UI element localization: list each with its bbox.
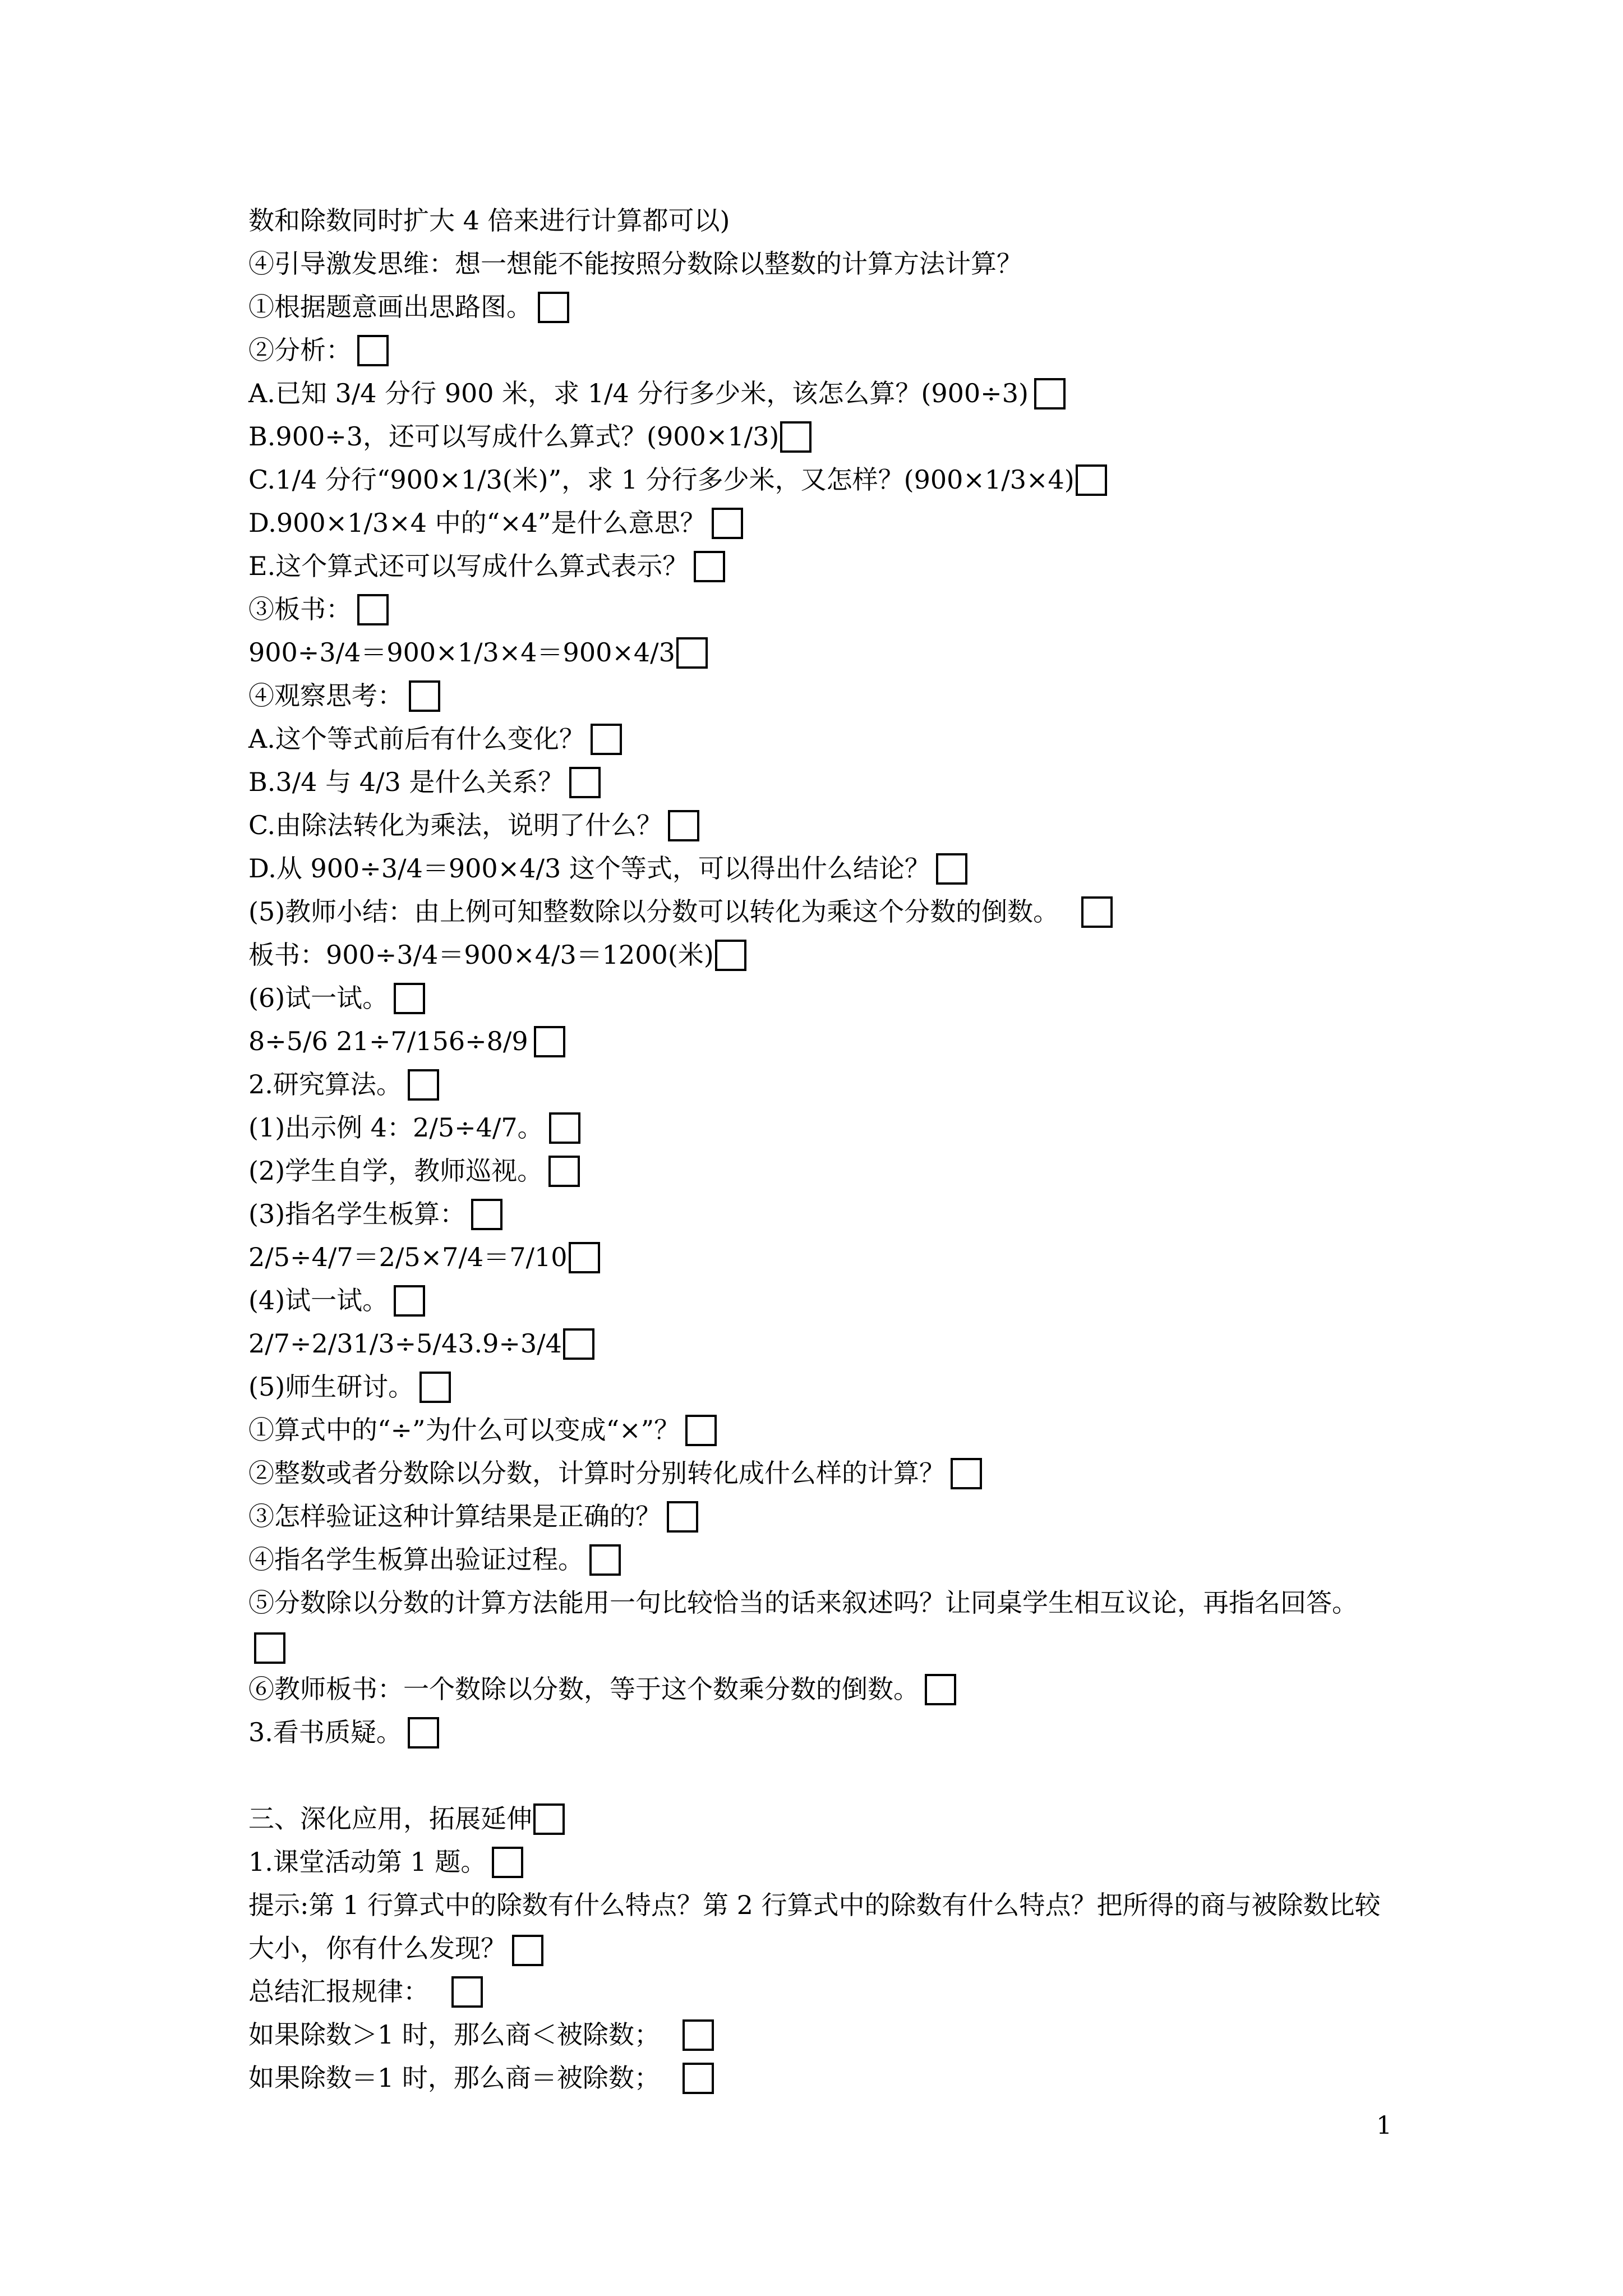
text-line xyxy=(248,2013,1393,2056)
text-line xyxy=(248,1409,1393,1452)
checkbox[interactable] xyxy=(589,1544,621,1576)
line-text: ③板书： xyxy=(248,594,352,624)
text-line xyxy=(248,804,1393,847)
checkbox[interactable] xyxy=(534,1026,565,1057)
line-text: 1.课堂活动第 1 题。 xyxy=(248,1847,487,1877)
checkbox[interactable] xyxy=(394,1285,425,1317)
text-line xyxy=(248,1279,1393,1322)
line-text: ④观察思考： xyxy=(248,680,403,711)
line-text: ⑤分数除以分数的计算方法能用一句比较恰当的话来叙述吗？让同桌学生相互议论，再指名回答。 xyxy=(248,1588,1358,1618)
text-line xyxy=(248,933,1393,977)
text-line xyxy=(248,1106,1393,1149)
line-text: A.已知 3/4 分行 900 米，求 1/4 分行多少米，该怎么算？(900÷3) xyxy=(248,378,1029,408)
line-text: 2.研究算法。 xyxy=(248,1069,402,1099)
text-line xyxy=(248,1193,1393,1236)
text-line xyxy=(248,1452,1393,1495)
text-line xyxy=(248,501,1393,545)
line-text: (6)试一试。 xyxy=(248,983,389,1013)
checkbox[interactable] xyxy=(712,508,743,539)
checkbox[interactable] xyxy=(357,335,389,366)
text-line xyxy=(248,1884,1393,1970)
checkbox[interactable] xyxy=(419,1372,451,1403)
checkbox[interactable] xyxy=(538,292,569,323)
line-text: E.这个算式还可以写成什么算式表示？ xyxy=(248,551,689,581)
text-line xyxy=(248,545,1393,588)
checkbox[interactable] xyxy=(492,1847,523,1878)
line-text: ①根据题意画出思路图。 xyxy=(248,292,532,322)
text-line xyxy=(248,372,1393,415)
line-text: 提示:第 1 行算式中的除数有什么特点？第 2 行算式中的除数有什么特点？把所得的商与被除数比较大小，你有什么发现？ xyxy=(248,1890,1381,1963)
line-text: (2)学生自学，教师巡视。 xyxy=(248,1156,543,1186)
line-text: B.3/4 与 4/3 是什么关系？ xyxy=(248,767,564,797)
line-text: 900÷3/4＝900×1/3×4＝900×4/3 xyxy=(248,637,675,668)
text-line xyxy=(248,674,1393,717)
text-line xyxy=(248,458,1393,501)
page-number: 1 xyxy=(1376,2111,1392,2140)
line-text: ④引导激发思维：想一想能不能按照分数除以整数的计算方法计算？ xyxy=(248,249,1022,279)
line-text: 8÷5/6 21÷7/156÷8/9 xyxy=(248,1026,528,1056)
text-line xyxy=(248,977,1393,1020)
line-text: ③怎样验证这种计算结果是正确的？ xyxy=(248,1501,661,1531)
text-line xyxy=(248,761,1393,804)
spacer xyxy=(248,1754,1393,1797)
checkbox[interactable] xyxy=(409,680,440,712)
text-line xyxy=(248,1581,1393,1668)
line-text: ②分析： xyxy=(248,335,352,365)
line-text: 3.看书质疑。 xyxy=(248,1717,402,1747)
checkbox[interactable] xyxy=(1034,378,1066,409)
text-line xyxy=(248,1149,1393,1193)
checkbox[interactable] xyxy=(357,594,389,625)
line-text: 总结汇报规律： xyxy=(248,1976,429,2007)
checkbox[interactable] xyxy=(591,724,622,755)
checkbox[interactable] xyxy=(715,940,746,971)
line-text: ⑥教师板书：一个数除以分数，等于这个数乘分数的倒数。 xyxy=(248,1674,919,1704)
checkbox[interactable] xyxy=(569,1242,600,1273)
line-text: (5)师生研讨。 xyxy=(248,1372,414,1402)
text-line xyxy=(248,199,1393,242)
checkbox[interactable] xyxy=(512,1935,543,1966)
checkbox[interactable] xyxy=(668,810,699,841)
text-line xyxy=(248,329,1393,372)
checkbox[interactable] xyxy=(667,1501,698,1533)
text-line xyxy=(248,242,1393,286)
line-text: (3)指名学生板算： xyxy=(248,1199,466,1229)
text-line xyxy=(248,631,1393,674)
line-text: ①算式中的“÷”为什么可以变成“×”？ xyxy=(248,1415,680,1445)
line-text: D.从 900÷3/4＝900×4/3 这个等式，可以得出什么结论？ xyxy=(248,853,930,884)
checkbox[interactable] xyxy=(780,421,811,453)
text-line xyxy=(248,286,1393,329)
text-line xyxy=(248,1236,1393,1279)
text-line xyxy=(248,588,1393,631)
text-line xyxy=(248,415,1393,458)
text-line xyxy=(248,1063,1393,1106)
checkbox[interactable] xyxy=(563,1328,594,1360)
text-line xyxy=(248,1322,1393,1365)
line-text: D.900×1/3×4 中的“×4”是什么意思？ xyxy=(248,508,706,538)
line-text: ④指名学生板算出验证过程。 xyxy=(248,1544,584,1575)
checkbox[interactable] xyxy=(1076,464,1107,496)
line-text: 三、深化应用，拓展延伸 xyxy=(248,1803,532,1834)
text-line xyxy=(248,717,1393,761)
text-line xyxy=(248,2056,1393,2100)
text-line xyxy=(248,1495,1393,1538)
checkbox[interactable] xyxy=(254,1632,285,1664)
line-text: (4)试一试。 xyxy=(248,1285,389,1315)
checkbox[interactable] xyxy=(548,1156,580,1187)
line-text: C.由除法转化为乘法，说明了什么？ xyxy=(248,810,663,840)
text-line xyxy=(248,1970,1393,2013)
checkbox[interactable] xyxy=(1081,896,1113,928)
line-text: (1)出示例 4：2/5÷4/7。 xyxy=(248,1112,543,1143)
text-line xyxy=(248,847,1393,890)
checkbox[interactable] xyxy=(685,1415,717,1446)
line-text: C.1/4 分行“900×1/3(米)”，求 1 分行多少米，又怎样？(900×1/3×4) xyxy=(248,464,1075,495)
text-line xyxy=(248,1711,1393,1754)
checkbox[interactable] xyxy=(394,983,425,1014)
checkbox[interactable] xyxy=(451,1976,483,2008)
text-line xyxy=(248,1668,1393,1711)
section-heading xyxy=(248,1797,1393,1841)
line-text: 数和除数同时扩大 4 倍来进行计算都可以) xyxy=(248,205,730,236)
line-text: 板书：900÷3/4＝900×4/3＝1200(米) xyxy=(248,940,714,970)
line-text: 2/5÷4/7＝2/5×7/4＝7/10 xyxy=(248,1242,568,1272)
checkbox[interactable] xyxy=(683,2063,714,2094)
checkbox[interactable] xyxy=(408,1069,439,1101)
checkbox[interactable] xyxy=(676,637,708,669)
line-text: B.900÷3，还可以写成什么算式？(900×1/3) xyxy=(248,421,780,452)
checkbox[interactable] xyxy=(951,1458,982,1489)
text-line xyxy=(248,1365,1393,1409)
line-text: 2/7÷2/31/3÷5/43.9÷3/4 xyxy=(248,1328,562,1359)
checkbox[interactable] xyxy=(683,2019,714,2051)
text-line xyxy=(248,1020,1393,1063)
checkbox[interactable] xyxy=(925,1674,956,1705)
document-body xyxy=(248,199,1393,2100)
checkbox[interactable] xyxy=(408,1717,439,1749)
checkbox[interactable] xyxy=(549,1112,580,1144)
line-text: A.这个等式前后有什么变化？ xyxy=(248,724,585,754)
checkbox[interactable] xyxy=(694,551,725,582)
checkbox[interactable] xyxy=(471,1199,502,1230)
line-text: ②整数或者分数除以分数，计算时分别转化成什么样的计算？ xyxy=(248,1458,945,1488)
text-line xyxy=(248,1538,1393,1581)
checkbox[interactable] xyxy=(533,1803,565,1835)
checkbox[interactable] xyxy=(936,853,967,885)
text-line xyxy=(248,890,1393,933)
text-line xyxy=(248,1841,1393,1884)
line-text: (5)教师小结：由上例可知整数除以分数可以转化为乘这个分数的倒数。 xyxy=(248,896,1059,927)
line-text: 如果除数＞1 时，那么商＜被除数； xyxy=(248,2019,660,2050)
line-text: 如果除数＝1 时，那么商＝被除数； xyxy=(248,2063,660,2093)
checkbox[interactable] xyxy=(569,767,601,798)
